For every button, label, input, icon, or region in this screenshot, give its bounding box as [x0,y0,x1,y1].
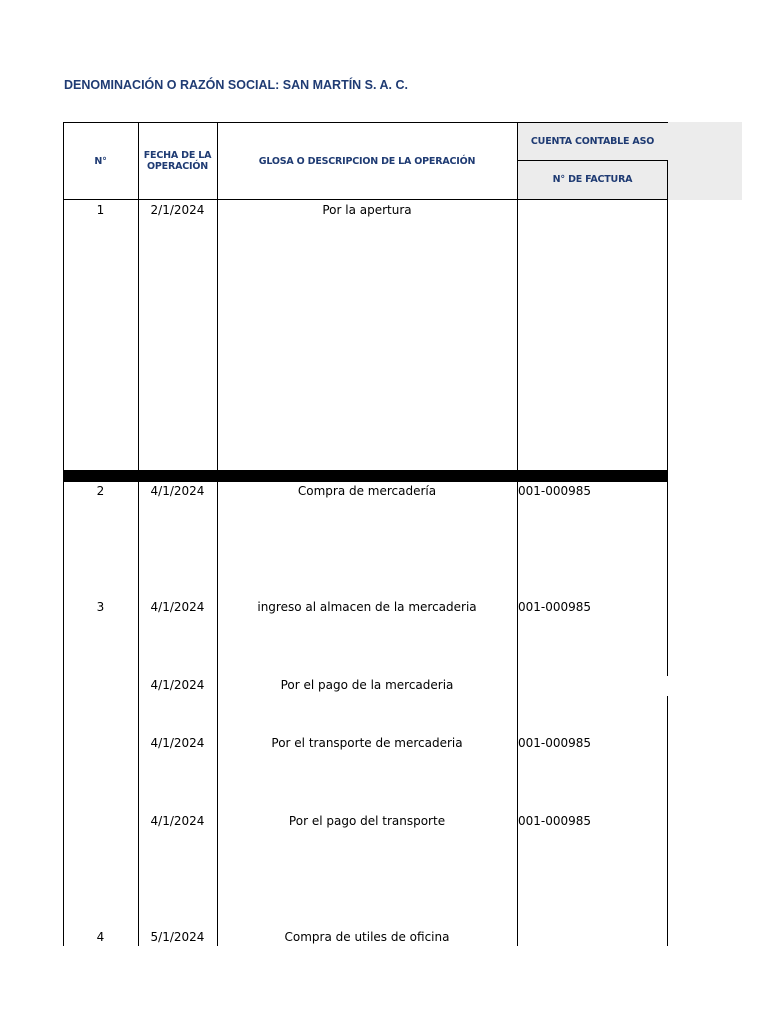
border-gap [664,676,672,696]
row-fecha: 4/1/2024 [150,736,205,750]
row-glosa: ingreso al almacen de la mercaderia [257,600,477,614]
row-fecha: 4/1/2024 [150,600,205,614]
row-factura: 001-000985 [518,736,592,750]
row-fecha: 2/1/2024 [150,203,205,217]
row-glosa: Por el pago del transporte [288,814,446,828]
row-glosa: Compra de mercadería [297,484,437,498]
company-title: DENOMINACIÓN O RAZÓN SOCIAL: SAN MARTÍN S. A. C. [64,78,408,92]
row-glosa: Compra de utiles de oficina [284,930,450,944]
header-cuenta: CUENTA CONTABLE ASO [530,135,655,147]
row-no: 3 [96,600,105,614]
row-fecha: 4/1/2024 [150,678,205,692]
row-no: 4 [96,930,105,944]
header-fecha: FECHA DE LA OPERACIÓN [143,150,212,172]
row-factura: 001-000985 [518,814,592,828]
header-no: N° [94,155,107,167]
row-glosa: Por la apertura [322,203,412,217]
row-factura: 001-000985 [518,600,592,614]
row-fecha: 4/1/2024 [150,484,205,498]
row-fecha: 4/1/2024 [150,814,205,828]
row-no: 1 [96,203,105,217]
row-glosa: Por el pago de la mercaderia [280,678,454,692]
header-factura: N° DE FACTURA [552,174,633,185]
row-fecha: 5/1/2024 [150,930,205,944]
section-separator [63,470,668,482]
row-glosa: Por el transporte de mercaderia [271,736,463,750]
column-border-left [63,122,64,946]
row-no: 2 [96,484,105,498]
header-glosa: GLOSA O DESCRIPCION DE LA OPERACIÓN [258,155,476,167]
row-factura: 001-000985 [518,484,592,498]
